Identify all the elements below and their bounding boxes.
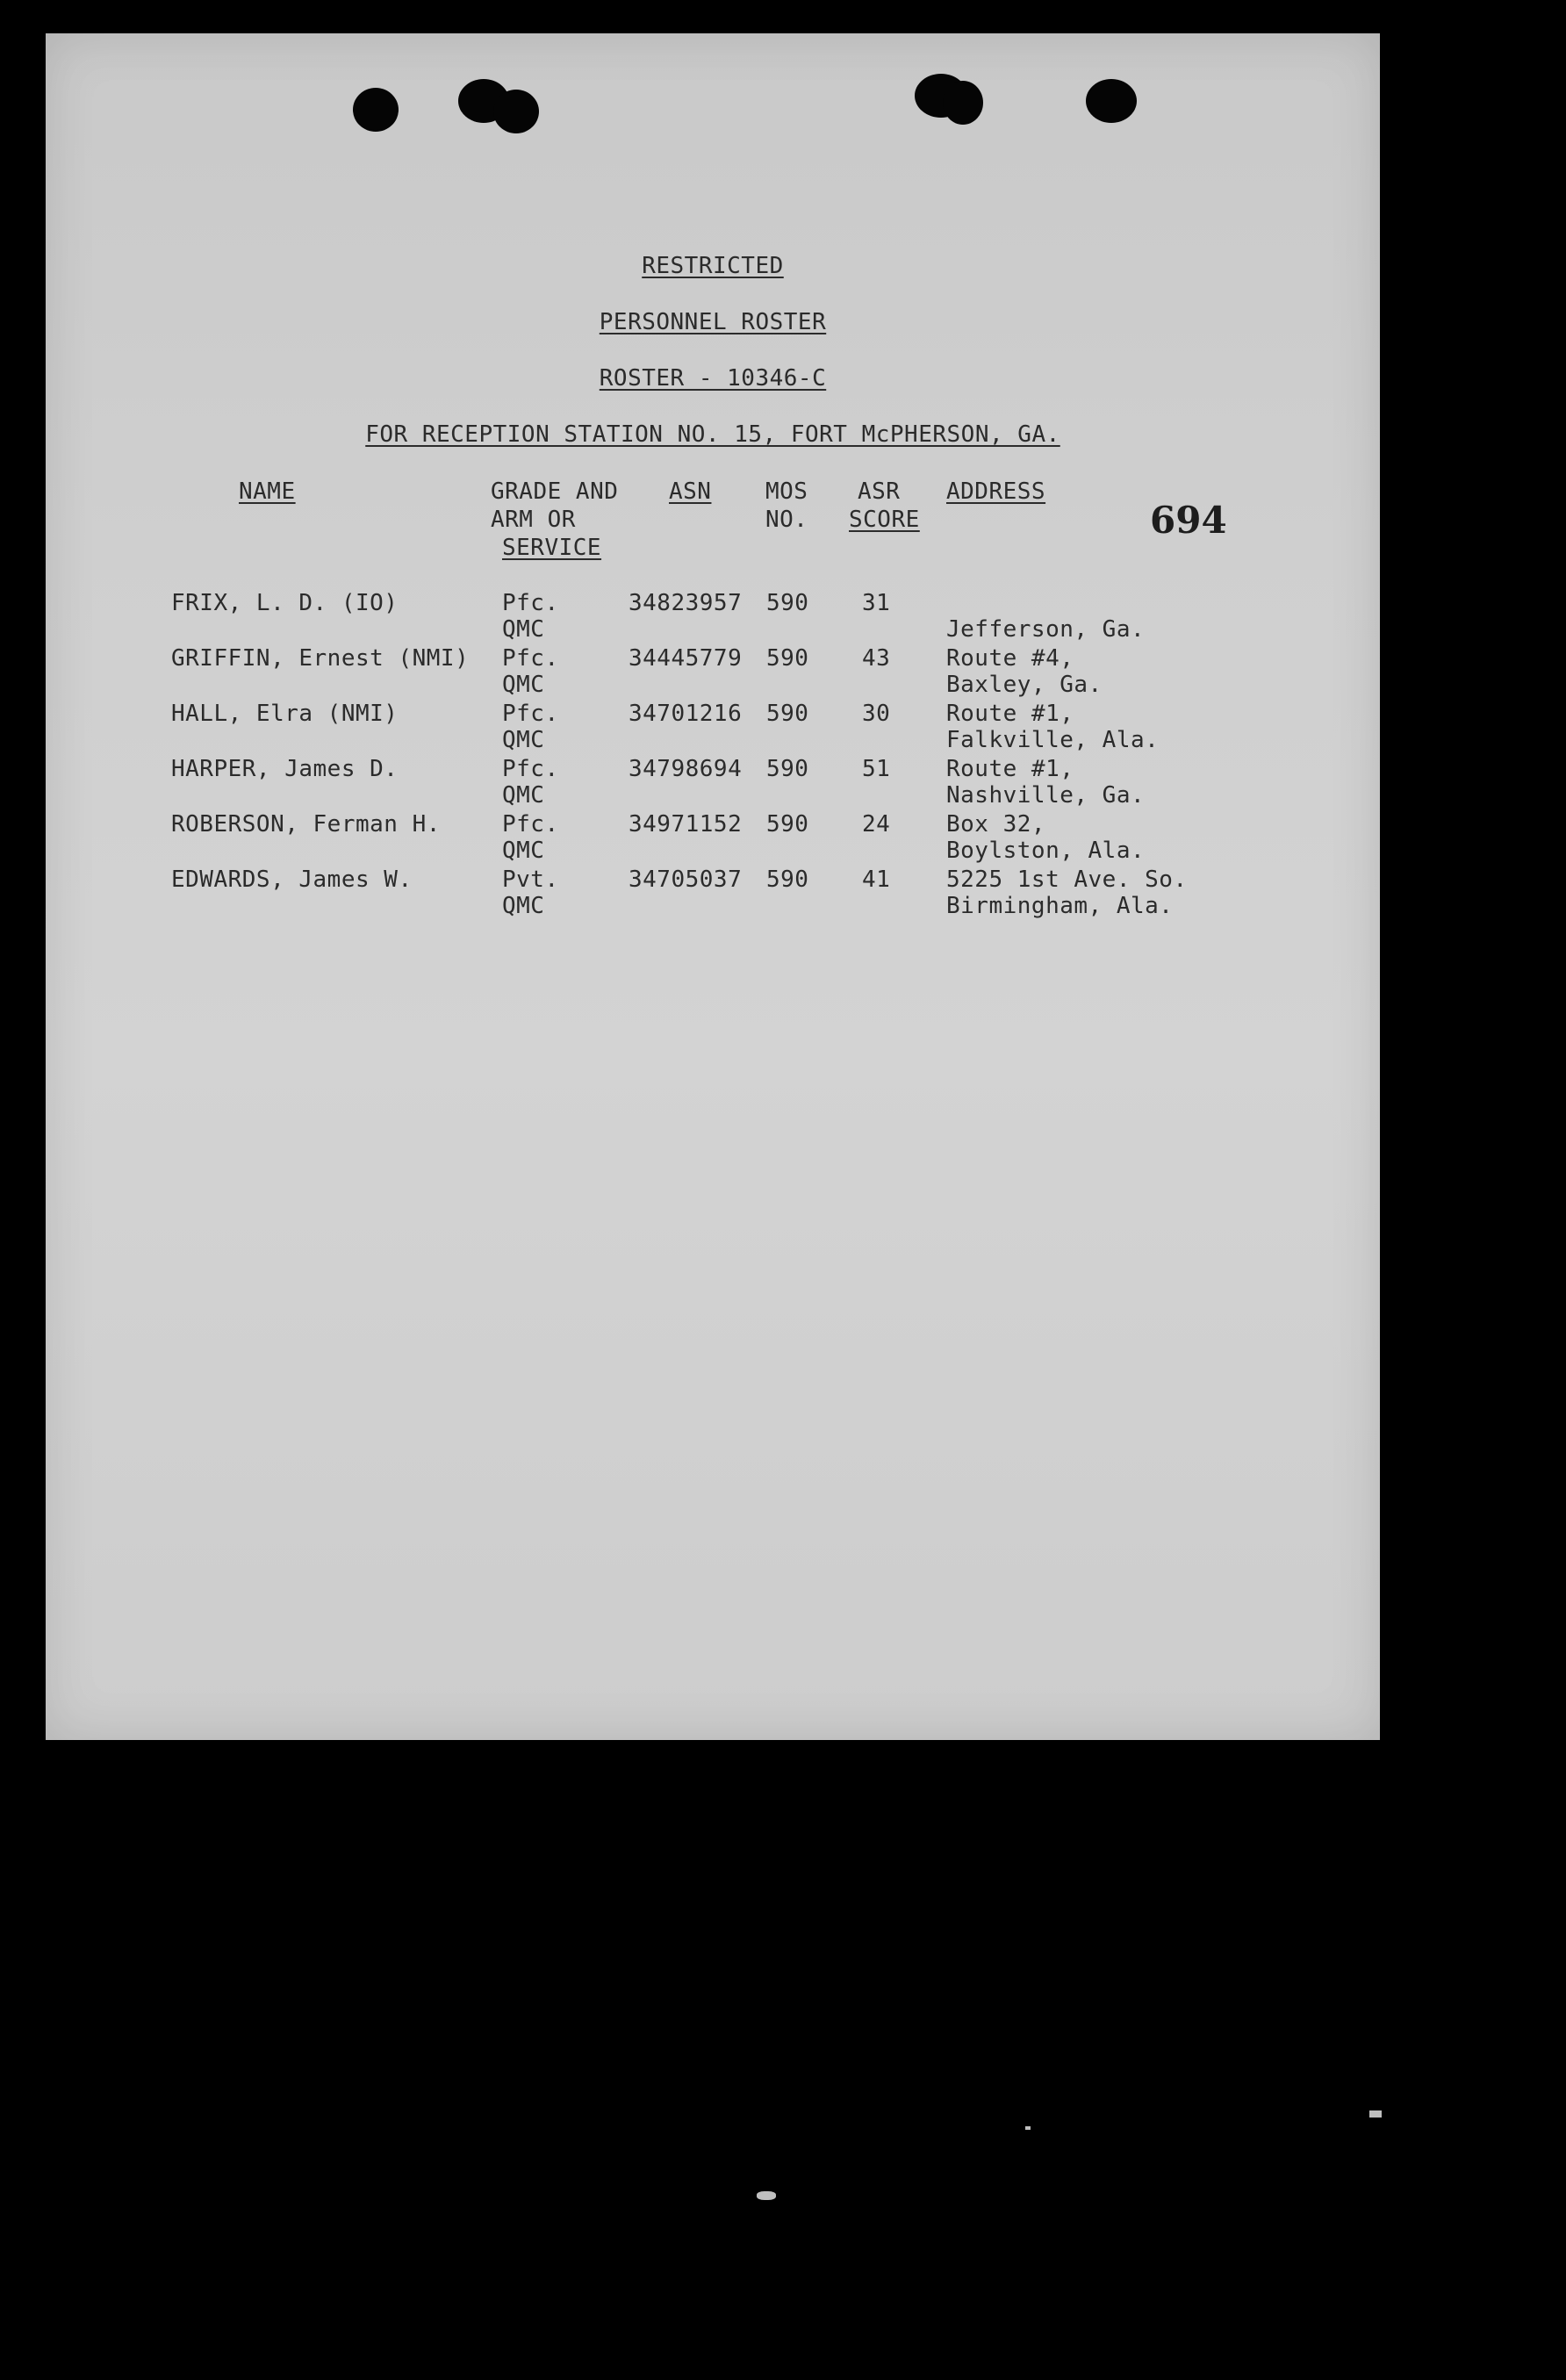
scan-speck	[757, 2191, 776, 2200]
row-grade: Pfc.	[502, 756, 559, 782]
row-address-line1: Route #1,	[946, 701, 1074, 727]
row-grade: Pfc.	[502, 811, 559, 838]
row-arm: QMC	[502, 782, 545, 809]
row-asr: 51	[862, 756, 891, 782]
row-name: GRIFFIN, Ernest (NMI)	[171, 645, 470, 672]
roster-number: ROSTER - 10346-C	[599, 365, 827, 392]
row-mos: 590	[766, 590, 809, 616]
column-header-asn: ASN	[669, 478, 712, 505]
column-header-grade-line3: SERVICE	[502, 535, 602, 561]
row-asn: 34445779	[629, 645, 743, 672]
row-address-line2: Nashville, Ga.	[946, 782, 1146, 809]
scan-speck	[1025, 2126, 1031, 2130]
row-mos: 590	[766, 701, 809, 727]
row-name: EDWARDS, James W.	[171, 866, 413, 893]
document-page	[46, 33, 1380, 1740]
row-asr: 41	[862, 866, 891, 893]
row-asn: 34701216	[629, 701, 743, 727]
row-asn: 34971152	[629, 811, 743, 838]
row-name: HALL, Elra (NMI)	[171, 701, 399, 727]
row-arm: QMC	[502, 893, 545, 919]
column-header-mos-line1: MOS	[765, 478, 808, 505]
station-line: FOR RECEPTION STATION NO. 15, FORT McPHERSON, GA.	[365, 421, 1060, 448]
column-header-grade-line1: GRADE AND	[491, 478, 619, 505]
row-mos: 590	[766, 866, 809, 893]
row-name: HARPER, James D.	[171, 756, 399, 782]
punch-hole	[1086, 79, 1137, 123]
row-asr: 24	[862, 811, 891, 838]
classification-label: RESTRICTED	[642, 253, 784, 279]
column-header-grade-line2: ARM OR	[491, 507, 576, 533]
row-arm: QMC	[502, 838, 545, 864]
column-header-mos-line2: NO.	[765, 507, 808, 533]
row-asr: 30	[862, 701, 891, 727]
row-arm: QMC	[502, 672, 545, 698]
row-asr: 31	[862, 590, 891, 616]
punch-hole	[353, 88, 399, 132]
row-grade: Pfc.	[502, 645, 559, 672]
row-mos: 590	[766, 756, 809, 782]
row-address-line2: Birmingham, Ala.	[946, 893, 1174, 919]
row-address-line1: Route #4,	[946, 645, 1074, 672]
column-header-asr-line1: ASR	[858, 478, 901, 505]
row-asr: 43	[862, 645, 891, 672]
row-name: FRIX, L. D. (IO)	[171, 590, 399, 616]
row-mos: 590	[766, 645, 809, 672]
row-address-line1: 5225 1st Ave. So.	[946, 866, 1188, 893]
row-grade: Pfc.	[502, 590, 559, 616]
row-address-line1: Box 32,	[946, 811, 1046, 838]
row-grade: Pvt.	[502, 866, 559, 893]
punch-hole	[493, 90, 539, 133]
row-mos: 590	[766, 811, 809, 838]
punch-hole	[943, 81, 983, 125]
row-address-line2: Boylston, Ala.	[946, 838, 1146, 864]
column-header-asr-line2: SCORE	[849, 507, 920, 533]
row-arm: QMC	[502, 616, 545, 643]
row-address-line2: Falkville, Ala.	[946, 727, 1160, 753]
column-header-name: NAME	[239, 478, 296, 505]
row-address-line2: Jefferson, Ga.	[946, 616, 1146, 643]
row-name: ROBERSON, Ferman H.	[171, 811, 441, 838]
row-asn: 34705037	[629, 866, 743, 893]
row-arm: QMC	[502, 727, 545, 753]
scan-speck	[1369, 2110, 1382, 2118]
row-asn: 34823957	[629, 590, 743, 616]
row-address-line1: Route #1,	[946, 756, 1074, 782]
column-header-address: ADDRESS	[946, 478, 1046, 505]
row-asn: 34798694	[629, 756, 743, 782]
page-number: 694	[1150, 499, 1227, 542]
document-title: PERSONNEL ROSTER	[599, 309, 827, 335]
row-grade: Pfc.	[502, 701, 559, 727]
row-address-line2: Baxley, Ga.	[946, 672, 1103, 698]
